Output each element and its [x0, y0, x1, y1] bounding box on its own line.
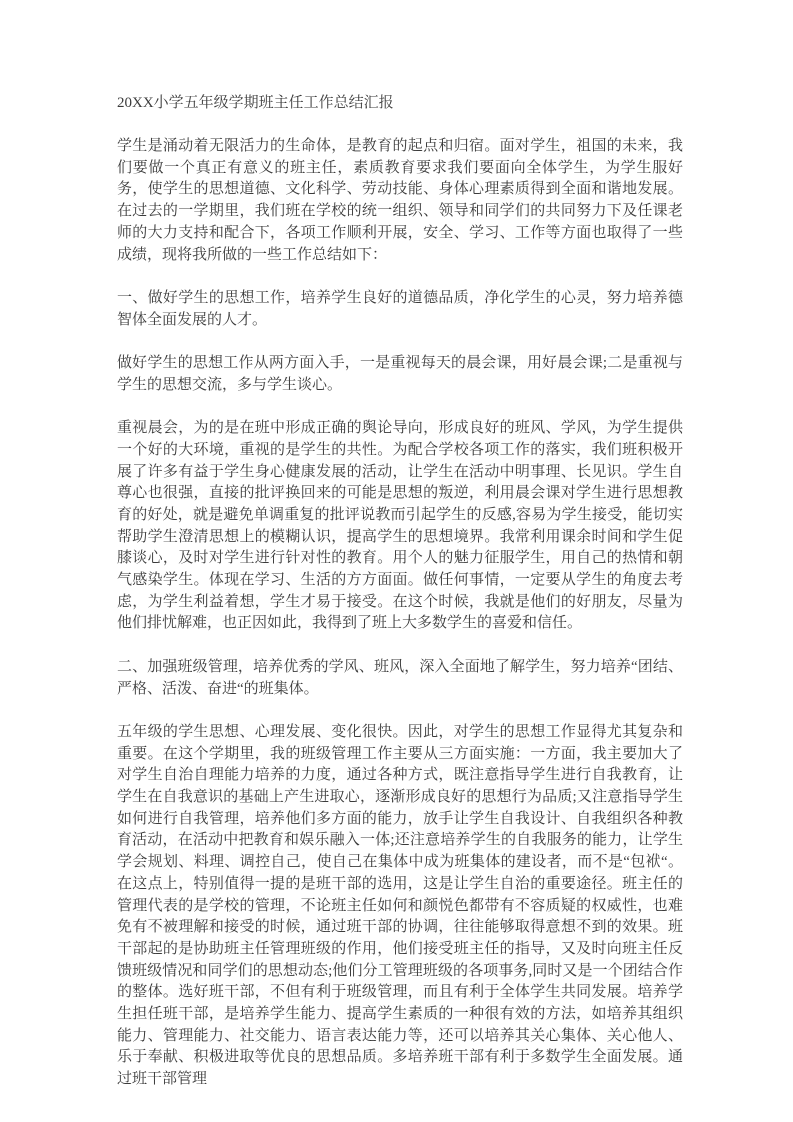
document-title: 20XX小学五年级学期班主任工作总结汇报: [117, 95, 394, 111]
section-2-heading-paragraph: 二、加强班级管理，培养优秀的学风、班风，深入全面地了解学生，努力培养“团结、严格、活泼、奋进“的班集体。: [117, 658, 683, 697]
section-1-detail-paragraph: 重视晨会，为的是在班中形成正确的舆论导向，形成良好的班风、学风，为学生提供一个好的大环境，重视的是学生的共性。为配合学校各项工作的落实，我们班积极开展了许多有益于学生身心健康发展的活动，让学生在活动中明事理、长见识。学生自尊心也很强，直接的批评换回来的可能是思想的叛逆，利用晨会课对学生进行思想教育的好处，就是避免单调重复的批评说教而引起学生的反感,容易为学生接受，能切实帮助学生澄清思想上的模糊认识，提高学生的思想境界。我常利用课余时间和学生促膝谈心，及时对学生进行针对性的教育。用个人的魅力征服学生，用自己的热情和朝气感染学生。体现在学习、生活的方方面面。做任何事情，一定要从学生的角度去考虑，为学生利益着想，学生才易于接受。在这个时候，我就是他们的好朋友，尽量为他们排忧解难，也正因如此，我得到了班上大多数学生的喜爱和信任。: [117, 420, 683, 632]
intro-paragraph: 学生是涌动着无限活力的生命体，是教育的起点和归宿。面对学生，祖国的未来，我们要做一个真正有意义的班主任，素质教育要求我们要面向全体学生，为学生服好务，使学生的思想道德、文化科学、劳动技能、身体心理素质得到全面和谐地发展。在过去的一学期里，我们班在学校的统一组织、领导和同学们的共同努力下及任课老师的大力支持和配合下，各项工作顺利开展，安全、学习、工作等方面也取得了一些成绩，现将我所做的一些工作总结如下：: [117, 138, 683, 263]
document-content: [117, 92, 683, 1113]
section-1-body-paragraph: 做好学生的思想工作从两方面入手，一是重视每天的晨会课，用好晨会课;二是重视与学生的思想交流，多与学生谈心。: [117, 355, 683, 393]
section-1-heading-paragraph: 一、做好学生的思想工作，培养学生良好的道德品质，净化学生的心灵，努力培养德智体全面发展的人才。: [117, 289, 683, 328]
section-2-body-paragraph: 五年级的学生思想、心理发展、变化很快。因此，对学生的思想工作显得尤其复杂和重要。在这个学期里，我的班级管理工作主要从三方面实施：一方面，我主要加大了对学生自治自理能力培养的力度，通过各种方式，既注意指导学生进行自我教育，让学生在自我意识的基础上产生进取心，逐渐形成良好的思想行为品质;又注意指导学生如何进行自我管理，培养他们多方面的能力，放手让学生自我设计、自我组织各种教育活动，在活动中把教育和娱乐融入一体;还注意培养学生的自我服务的能力，让学生学会规划、料理、调控自己，使自己在集体中成为班集体的建设者，而不是“包袱“。在这点上，特别值得一提的是班干部的选用，这是让学生自治的重要途径。班主任的管理代表的是学校的管理，不论班主任如何和颜悦色都带有不容质疑的权威性，也难免有不被理解和接受的时候，通过班干部的协调，往往能够取得意想不到的效果。班干部起的是协助班主任管理班级的作用，他们接受班主任的指导，又及时向班主任反馈班级情况和同学们的思想动态;他们分工管理班级的各项事务,同时又是一个团结合作的整体。选好班干部，不但有利于班级管理，而且有利于全体学生共同发展。培养学生担任班干部，是培养学生能力、提高学生素质的一种很有效的方法，如培养其组织能力、管理能力、社交能力、语言表达能力等，还可以培养其关心集体、关心他人、乐于奉献、积极进取等优良的思想品质。多培养班干部有利于多数学生全面发展。通过班干部管理: [117, 723, 683, 1088]
